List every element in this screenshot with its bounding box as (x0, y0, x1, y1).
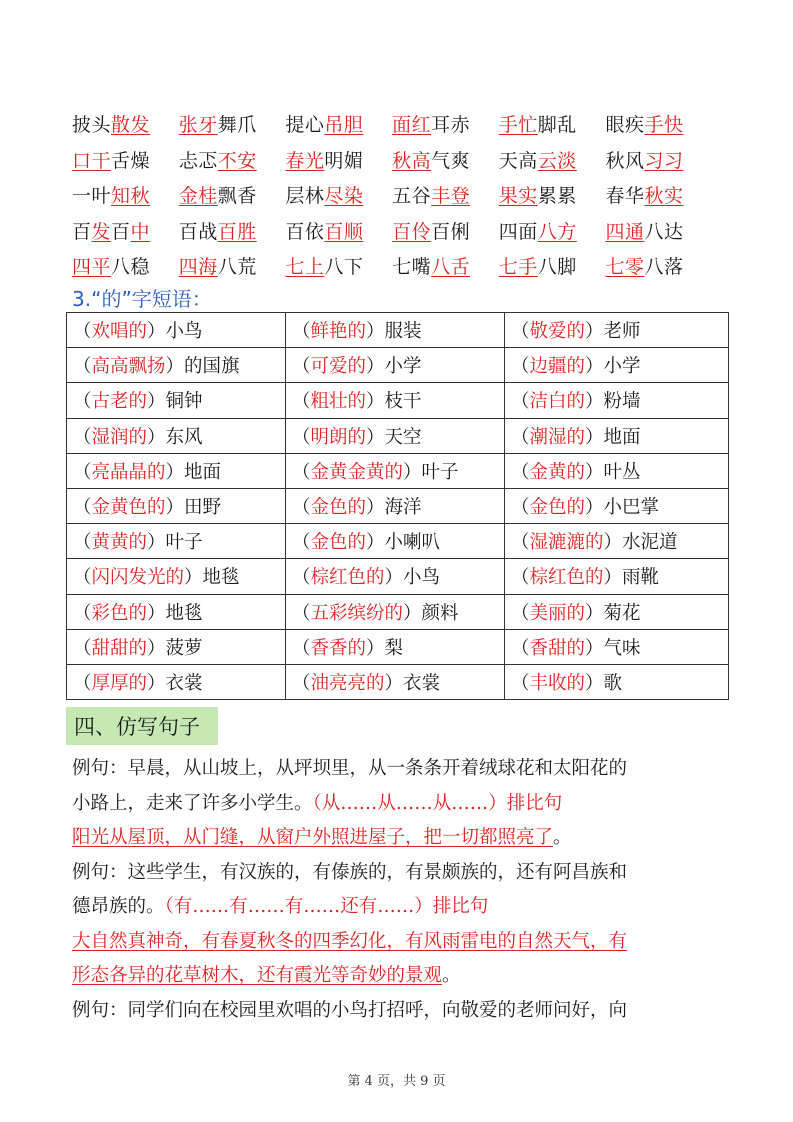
table-row (67, 629, 729, 664)
example-1-note: （从……从……从……）排比句 (312, 792, 563, 814)
example-2-line-2: 德昂族的。 (72, 896, 165, 917)
phrase-noun: 田野 (184, 497, 222, 519)
idiom-answer: 七零 (605, 256, 645, 279)
phrase-noun: 海洋 (384, 497, 422, 519)
idiom-text: 舞爪 (217, 114, 257, 137)
phrase-answer: 可爱的 (310, 356, 367, 378)
example-1-answer: 阳光从屋顶，从门缝，从窗户外照进屋子，把一切都照亮了 (72, 827, 554, 848)
phrase-answer: 棕红色的 (310, 567, 385, 589)
paren-open: （ (292, 461, 311, 483)
idiom-answer: 散发 (111, 114, 151, 137)
idiom (285, 217, 392, 244)
table-cell (67, 629, 286, 664)
paren-close: ） (585, 672, 604, 694)
idiom-text: 天高 (498, 149, 538, 172)
phrase-noun: 叶子 (421, 461, 459, 483)
table-cell (67, 418, 286, 453)
paren-open: （ (73, 602, 92, 624)
phrase-answer: 亮晶晶的 (91, 461, 166, 483)
paren-close: ） (184, 567, 203, 589)
paren-open: （ (511, 461, 530, 483)
paren-close: ） (147, 602, 166, 624)
idiom-answer: 四平 (72, 256, 112, 279)
table-row (67, 559, 729, 594)
idiom-text: 眼疾 (605, 114, 645, 137)
phrase-answer: 黄黄的 (91, 532, 148, 554)
section-3-title: 3.“的”字短语： (72, 287, 212, 311)
idiom-text: 百依 (285, 220, 325, 243)
paren-close: ） (384, 672, 404, 694)
idiom (605, 252, 712, 279)
paren-open: （ (292, 497, 311, 519)
idiom-text: 秋风 (605, 149, 645, 172)
paren-open: （ (292, 391, 311, 413)
table-row (67, 488, 729, 523)
paren-open: （ (73, 391, 92, 413)
phrase-answer: 丰收的 (529, 672, 586, 694)
idiom-grid (72, 106, 732, 284)
phrase-noun: 地面 (184, 461, 222, 483)
phrase-answer: 鲜艳的 (310, 321, 367, 343)
idiom (392, 146, 499, 173)
paren-close: ） (147, 532, 166, 554)
example-1-answer-end: 。 (553, 827, 572, 848)
idiom-answer: 中 (130, 220, 151, 243)
phrase-noun: 地毯 (165, 602, 203, 624)
table-cell (505, 559, 729, 594)
paren-close: ） (366, 426, 385, 448)
paren-close: ） (403, 461, 422, 483)
table-cell (505, 629, 729, 664)
table-cell (286, 453, 505, 488)
phrase-noun: 气味 (603, 637, 641, 659)
phrase-noun: 小鸟 (165, 321, 203, 343)
idiom-text: 耳赤 (431, 114, 471, 137)
table-cell (286, 418, 505, 453)
phrase-answer: 明朗的 (310, 426, 367, 448)
idiom-answer: 手忙 (498, 114, 538, 137)
paren-close: ） (585, 497, 604, 519)
phrase-answer: 五彩缤纷的 (310, 602, 404, 624)
idiom-answer: 果实 (498, 185, 538, 208)
paren-close: ） (165, 497, 185, 519)
idiom (285, 181, 392, 208)
phrase-answer: 高高飘扬 (91, 356, 166, 378)
idiom-text: 八稳 (111, 256, 151, 279)
idiom-answer: 云淡 (537, 149, 577, 172)
idiom-answer: 发 (91, 220, 112, 243)
paren-close: ） (585, 461, 604, 483)
table-cell (286, 383, 505, 418)
paren-close: ） (165, 461, 185, 483)
phrase-noun: 歌 (603, 672, 623, 694)
idiom-answer: 四通 (605, 220, 645, 243)
phrase-answer: 潮湿的 (529, 426, 586, 448)
idiom (605, 146, 712, 173)
idiom (285, 146, 392, 173)
table-cell (505, 524, 729, 559)
phrase-answer: 金色的 (310, 497, 367, 519)
idiom (179, 181, 286, 208)
phrase-noun: 小喇叭 (384, 532, 441, 554)
phrase-answer: 敬爱的 (529, 321, 586, 343)
idiom-text: 八下 (324, 256, 364, 279)
phrase-noun: 天空 (384, 426, 422, 448)
idiom-answer: 不安 (217, 149, 257, 172)
idiom-row (72, 106, 732, 142)
paren-close: ） (585, 426, 604, 448)
example-1-line-2: 小路上，走来了许多小学生。 (72, 792, 313, 814)
idiom (179, 110, 286, 137)
idiom (72, 217, 179, 244)
table-row (67, 383, 729, 418)
idiom-row (72, 142, 732, 178)
table-row (67, 313, 729, 348)
idiom (72, 252, 179, 279)
idiom-row (72, 213, 732, 249)
table-cell (67, 524, 286, 559)
paren-close: ） (147, 426, 166, 448)
phrase-noun: 小学 (603, 356, 641, 378)
phrase-noun: 菊花 (603, 602, 641, 624)
example-2-answer-2: 形态各异的花草树木，还有霞光等奇妙的景观 (72, 965, 443, 986)
idiom (285, 252, 392, 279)
table-cell (505, 313, 729, 348)
paren-open: （ (292, 356, 311, 378)
idiom-text: 五谷 (392, 185, 432, 208)
table-row (67, 594, 729, 629)
paren-close: ） (585, 391, 604, 413)
idiom-text: 百俐 (431, 220, 471, 243)
phrase-answer: 闪闪发光的 (91, 567, 185, 589)
idiom-answer: 秋高 (392, 149, 432, 172)
idiom-row (72, 248, 732, 284)
table-row (67, 664, 729, 699)
idiom-text: 春华 (605, 185, 645, 208)
idiom (605, 110, 712, 137)
idiom-answer: 八舌 (431, 256, 471, 279)
example-2-line-1: 例句：这些学生，有汉族的，有傣族的，有景颇族的，还有阿昌族和 (72, 861, 628, 883)
table-cell (505, 453, 729, 488)
idiom (72, 146, 179, 173)
table-cell (505, 664, 729, 699)
idiom-text: 舌燥 (111, 149, 151, 172)
phrase-noun: 叶丛 (603, 461, 641, 483)
idiom-answer: 秋实 (644, 185, 684, 208)
paren-close: ） (147, 391, 166, 413)
idiom (605, 217, 712, 244)
idiom-text: 百 (72, 220, 92, 243)
table-cell (505, 594, 729, 629)
idiom (499, 110, 606, 137)
phrase-noun: 东风 (165, 426, 203, 448)
phrase-answer: 香甜的 (529, 637, 586, 659)
idiom (179, 252, 286, 279)
example-2-note: （有……有……有……还有……）排比句 (164, 896, 489, 917)
idiom-text: 八达 (644, 220, 684, 243)
table-cell (286, 348, 505, 383)
phrase-noun: 枝干 (384, 391, 422, 413)
phrase-noun: 颜料 (421, 602, 459, 624)
idiom-text: 披头 (72, 114, 112, 137)
idiom-answer: 面红 (392, 114, 432, 137)
paren-open: （ (73, 321, 92, 343)
phrase-noun: 衣裳 (403, 672, 441, 694)
phrase-answer: 金黄金黄的 (310, 461, 404, 483)
section-4-title: 四、仿写句子 (66, 707, 218, 745)
idiom (392, 217, 499, 244)
table-cell (286, 488, 505, 523)
paren-open: （ (73, 532, 92, 554)
paren-open: （ (292, 321, 311, 343)
phrase-noun: 衣裳 (165, 672, 203, 694)
example-1-line-1: 例句：早晨，从山坡上，从坪坝里，从一条条开着绒球花和太阳花的 (72, 758, 628, 779)
idiom (605, 181, 712, 208)
paren-open: （ (73, 461, 92, 483)
idiom-text: 八落 (644, 256, 684, 279)
example-2-answer-end: 。 (442, 965, 461, 986)
paren-close: ） (384, 567, 404, 589)
phrase-noun: 小鸟 (403, 567, 441, 589)
idiom (392, 181, 499, 208)
paren-open: （ (292, 672, 311, 694)
idiom (72, 181, 179, 208)
paren-open: （ (292, 532, 311, 554)
table-cell (286, 524, 505, 559)
idiom (499, 146, 606, 173)
phrase-answer: 油亮亮的 (310, 672, 385, 694)
paren-close: ） (603, 567, 623, 589)
phrase-answer: 古老的 (91, 391, 148, 413)
paren-close: ） (585, 356, 604, 378)
paren-open: （ (73, 637, 92, 659)
example-3-line-1: 例句：同学们向在校园里欢唱的小鸟打招呼，向敬爱的老师问好，向 (72, 999, 628, 1021)
paren-open: （ (73, 356, 92, 378)
paren-close: ） (366, 637, 385, 659)
phrase-answer: 粗壮的 (310, 391, 367, 413)
paren-open: （ (511, 602, 530, 624)
paren-close: ） (403, 602, 422, 624)
idiom-text: 百 (111, 220, 131, 243)
table-cell (505, 383, 729, 418)
phrase-answer: 边疆的 (529, 356, 586, 378)
paren-close: ） (147, 637, 166, 659)
phrase-answer: 金黄的 (529, 461, 586, 483)
phrase-answer: 彩色的 (91, 602, 148, 624)
table-cell (286, 313, 505, 348)
idiom-answer: 丰登 (431, 185, 471, 208)
idiom-answer: 手快 (644, 114, 684, 137)
idiom-text: 八荒 (217, 256, 257, 279)
phrase-answer: 湿漉漉的 (529, 532, 604, 554)
idiom-answer: 百顺 (324, 220, 364, 243)
idiom-answer: 八方 (537, 220, 577, 243)
paren-close: ） (585, 637, 604, 659)
idiom-answer: 七手 (498, 256, 538, 279)
idiom-answer: 春光 (285, 149, 325, 172)
idiom-answer: 百胜 (217, 220, 257, 243)
phrase-noun: 服装 (384, 321, 422, 343)
idiom-answer: 口干 (72, 149, 112, 172)
idiom (499, 181, 606, 208)
phrase-noun: 水泥道 (622, 532, 678, 554)
table-row (67, 524, 729, 559)
paren-open: （ (511, 497, 530, 519)
table-cell (505, 488, 729, 523)
idiom-answer: 习习 (644, 149, 684, 172)
idiom-text: 累累 (537, 185, 577, 208)
paren-close: ） (147, 321, 166, 343)
paren-open: （ (292, 637, 311, 659)
de-phrase-table (66, 312, 729, 700)
paren-close: ） (366, 321, 385, 343)
idiom-answer: 百伶 (392, 220, 432, 243)
phrase-noun: 粉墙 (603, 391, 641, 413)
page-footer: 第 4 页，共 9 页 (347, 1074, 446, 1089)
phrase-noun: 小巴掌 (603, 497, 660, 519)
example-2-answer-1: 大自然真神奇，有春夏秋冬的四季幻化，有风雨雷电的自然天气，有 (72, 930, 628, 952)
phrase-noun: 地面 (603, 426, 641, 448)
table-cell (67, 559, 286, 594)
idiom (72, 110, 179, 137)
idiom-row (72, 177, 732, 213)
table-cell (67, 594, 286, 629)
phrase-answer: 棕红色的 (529, 567, 604, 589)
phrase-answer: 湿润的 (91, 426, 148, 448)
phrase-answer: 金色的 (529, 497, 586, 519)
phrase-noun: 菠萝 (165, 637, 203, 659)
phrase-noun: 梨 (384, 637, 404, 659)
idiom-text: 四面 (498, 220, 538, 243)
idiom (179, 146, 286, 173)
paren-open: （ (292, 602, 311, 624)
idiom-answer: 张牙 (178, 114, 218, 137)
table-row (67, 418, 729, 453)
table-cell (67, 453, 286, 488)
phrase-noun: 雨靴 (622, 567, 660, 589)
paren-open: （ (73, 567, 92, 589)
idiom-answer: 知秋 (111, 185, 151, 208)
paren-open: （ (73, 426, 92, 448)
idiom-text: 脚乱 (537, 114, 577, 137)
idiom (499, 217, 606, 244)
phrase-noun: 地毯 (202, 567, 240, 589)
idiom-text: 七嘴 (392, 256, 432, 279)
paren-open: （ (73, 497, 92, 519)
paren-close: ） (585, 321, 604, 343)
table-cell (67, 488, 286, 523)
idiom-text: 气爽 (431, 149, 471, 172)
idiom (179, 217, 286, 244)
phrase-answer: 洁白的 (529, 391, 586, 413)
paren-close: ） (585, 602, 604, 624)
idiom (499, 252, 606, 279)
idiom (392, 110, 499, 137)
idiom-text: 层林 (285, 185, 325, 208)
table-cell (505, 348, 729, 383)
table-cell (505, 418, 729, 453)
idiom-answer: 四海 (178, 256, 218, 279)
idiom (392, 252, 499, 279)
idiom-text: 一叶 (72, 185, 112, 208)
paren-close: ） (366, 497, 385, 519)
phrase-answer: 美丽的 (529, 602, 586, 624)
table-cell (67, 664, 286, 699)
table-cell (286, 629, 505, 664)
paren-close: ） (147, 672, 166, 694)
idiom-text: 提心 (285, 114, 325, 137)
phrase-noun: 铜钟 (165, 391, 203, 413)
paren-open: （ (511, 356, 530, 378)
table-row (67, 453, 729, 488)
paren-open: （ (292, 567, 311, 589)
table-cell (286, 664, 505, 699)
paren-open: （ (73, 672, 92, 694)
phrase-noun: 的国旗 (184, 356, 240, 378)
paren-close: ） (366, 356, 385, 378)
paren-close: ） (366, 391, 385, 413)
phrase-answer: 厚厚的 (91, 672, 148, 694)
paren-open: （ (511, 567, 530, 589)
idiom-text: 百战 (178, 220, 218, 243)
idiom-text: 明媚 (324, 149, 364, 172)
phrase-answer: 金黄色的 (91, 497, 166, 519)
paren-close: ） (366, 532, 385, 554)
paren-open: （ (511, 321, 530, 343)
paren-open: （ (511, 426, 530, 448)
phrase-answer: 欢唱的 (91, 321, 148, 343)
phrase-noun: 老师 (603, 321, 641, 343)
paren-open: （ (511, 532, 530, 554)
idiom-answer: 金桂 (178, 185, 218, 208)
idiom (285, 110, 392, 137)
table-cell (286, 559, 505, 594)
phrase-answer: 香香的 (310, 637, 367, 659)
idiom-answer: 七上 (285, 256, 325, 279)
idiom-text: 忐忑 (178, 149, 218, 172)
phrase-noun: 小学 (384, 356, 422, 378)
phrase-noun: 叶子 (165, 532, 203, 554)
paren-close: ） (603, 532, 623, 554)
table-cell (67, 313, 286, 348)
paren-open: （ (511, 637, 530, 659)
table-cell (67, 348, 286, 383)
paren-open: （ (511, 391, 530, 413)
phrase-answer: 金色的 (310, 532, 367, 554)
idiom-text: 飘香 (217, 185, 257, 208)
paren-open: （ (511, 672, 530, 694)
idiom-answer: 吊胆 (324, 114, 364, 137)
table-cell (286, 594, 505, 629)
table-cell (67, 383, 286, 418)
paren-open: （ (292, 426, 311, 448)
example-1 (72, 752, 722, 1028)
phrase-answer: 甜甜的 (91, 637, 148, 659)
idiom-answer: 尽染 (324, 185, 364, 208)
idiom-text: 八脚 (537, 256, 577, 279)
paren-close: ） (165, 356, 185, 378)
table-row (67, 348, 729, 383)
